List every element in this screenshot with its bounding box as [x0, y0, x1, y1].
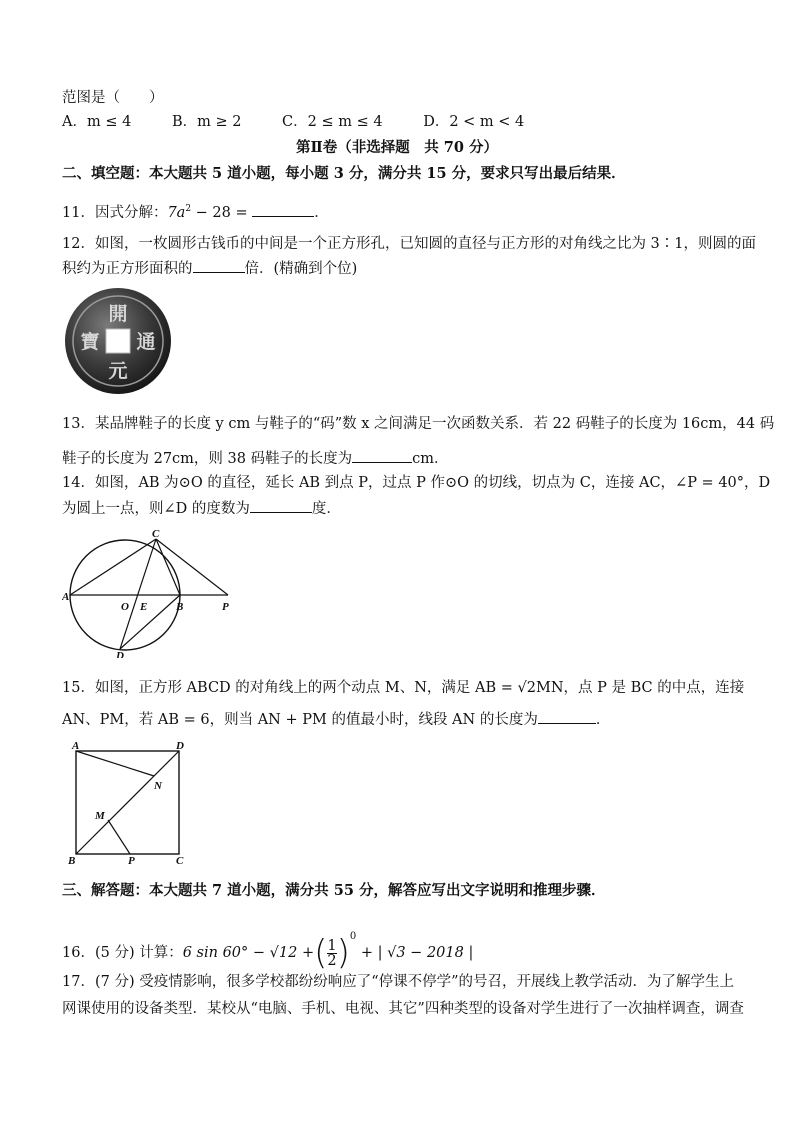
q12-line1: 12．如图，一枚圆形古钱币的中间是一个正方形孔，已知圆的直径与正方形的对角线之比为 3∶1，则圆的面 [62, 236, 757, 252]
q16-prefix: 16．(5 分) 计算： [62, 945, 183, 961]
q12-line2-a: 积约为正方形面积的 [62, 261, 193, 277]
q11-expr-sup: 2 [185, 204, 192, 214]
q15-line-MP [108, 820, 130, 854]
q11-prefix: 11．因式分解： [62, 204, 168, 221]
part2-title: 第Ⅱ卷（非选择题 共 70 分） [296, 139, 498, 156]
q16-exponent: 0 [349, 931, 357, 942]
q14-line2-b: 度． [311, 501, 341, 517]
q14-line-CB [156, 539, 180, 595]
q13-line1: 13．某品牌鞋子的长度 y cm 与鞋子的“码”数 x 之间满足一次函数关系．若 22 码鞋子的长度为 16cm，44 码 [62, 416, 775, 432]
q15-label-B: B [68, 855, 76, 865]
q15-label-M: M [95, 810, 105, 822]
coin-char-top: 開 [108, 303, 128, 325]
q16-paren-right: ) [336, 933, 350, 973]
q11-suffix: ． [314, 204, 329, 221]
q11-expr-a: 7a [167, 204, 186, 221]
section2-heading: 二、填空题：本大题共 5 道小题，每小题 3 分，满分共 15 分，要求只写出最后结果． [62, 165, 626, 182]
q10-option-b: B．m ≥ 2 [171, 114, 242, 130]
q13-line2 [62, 448, 448, 469]
q15-label-C: C [176, 855, 184, 865]
section3-heading: 三、解答题：本大题共 7 道小题，满分共 55 分，解答应写出文字说明和推理步骤． [62, 882, 606, 899]
q11 [62, 199, 329, 223]
q14-line1: 14．如图，AB 为⊙O 的直径，延长 AB 到点 P，过点 P 作⊙O 的切线，切点为 C，连接 AC，∠P = 40°，D [62, 475, 771, 491]
q15-label-D: D [176, 740, 184, 752]
q14-line2-a: 为圆上一点，则∠D 的度数为 [62, 501, 250, 517]
q13-line2-b: cm． [412, 451, 449, 467]
q10-option-c: C．2 ≤ m ≤ 4 [282, 114, 383, 130]
q16-frac-num: 1 [327, 937, 337, 954]
q16-frac-den: 2 [327, 952, 337, 969]
q14-line2 [62, 498, 341, 519]
q11-expr-b: − 28 = [191, 204, 248, 221]
q12-line2-b: 倍．(精确到个位) [244, 261, 358, 277]
q13-line2-a: 鞋子的长度为 27cm，则 38 码鞋子的长度为 [62, 451, 353, 467]
q16 [62, 914, 474, 973]
q15-label-P: P [128, 855, 135, 865]
q10-options [62, 112, 560, 132]
q12-line2 [62, 258, 357, 279]
q14-answer-blank[interactable] [250, 498, 312, 513]
q16-expr-b: + | √3 − 2018 | [360, 945, 474, 961]
coin-char-bottom: 元 [108, 360, 128, 382]
q15-line2-a: AN、PM，若 AB = 6，则当 AN + PM 的值最小时，线段 AN 的长度为 [62, 712, 538, 728]
q15-line1: 15．如图，正方形 ABCD 的对角线上的两个动点 M、N，满足 AB = √2MN，点 P 是 BC 的中点，连接 [62, 680, 745, 696]
coin-char-left: 寶 [80, 331, 100, 353]
q14-line-AC [70, 539, 156, 595]
q13-answer-blank[interactable] [352, 448, 412, 463]
q16-fraction [327, 939, 336, 968]
coin-figure [63, 286, 173, 396]
q15-line2-b: ． [595, 712, 611, 728]
q14-label-A: A [62, 591, 70, 603]
q15-line-AN [76, 751, 154, 776]
q14-label-B: B [176, 601, 184, 613]
coin-char-right: 通 [136, 331, 156, 353]
q10-option-a: A．m ≤ 4 [62, 114, 132, 130]
q14-figure [62, 528, 242, 658]
q15-label-A: A [72, 740, 80, 752]
q11-answer-blank[interactable] [252, 202, 314, 217]
q17-line2: 网课使用的设备类型．某校从“电脑、手机、电视、其它”四种类型的设备对学生进行了一次抽样调查，调查 [62, 1001, 744, 1017]
q10-tail: 范图是（ ） [62, 90, 164, 106]
q14-label-D: D [116, 650, 124, 658]
q15-label-N: N [154, 780, 162, 792]
q17-line1: 17．(7 分) 受疫情影响，很多学校都纷纷响应了“停课不停学”的号召，开展线上教学活动．为了解学生上 [62, 974, 735, 990]
q15-answer-blank[interactable] [538, 709, 596, 724]
q10-option-d: D．2 < m < 4 [423, 114, 525, 130]
q14-label-P: P [222, 601, 229, 613]
q14-label-C: C [152, 528, 160, 540]
q15-line2 [62, 709, 610, 730]
coin-square-hole [106, 329, 130, 353]
q15-figure [64, 740, 194, 865]
q14-label-E: E [140, 601, 148, 613]
q16-paren-left: ( [314, 933, 328, 973]
q15-diagonal-BD [76, 751, 179, 854]
q14-label-O: O [121, 601, 129, 613]
q12-answer-blank[interactable] [193, 258, 245, 273]
q16-expr-a: 6 sin 60° − √12 + [182, 945, 315, 961]
q14-line-CP [156, 539, 228, 595]
